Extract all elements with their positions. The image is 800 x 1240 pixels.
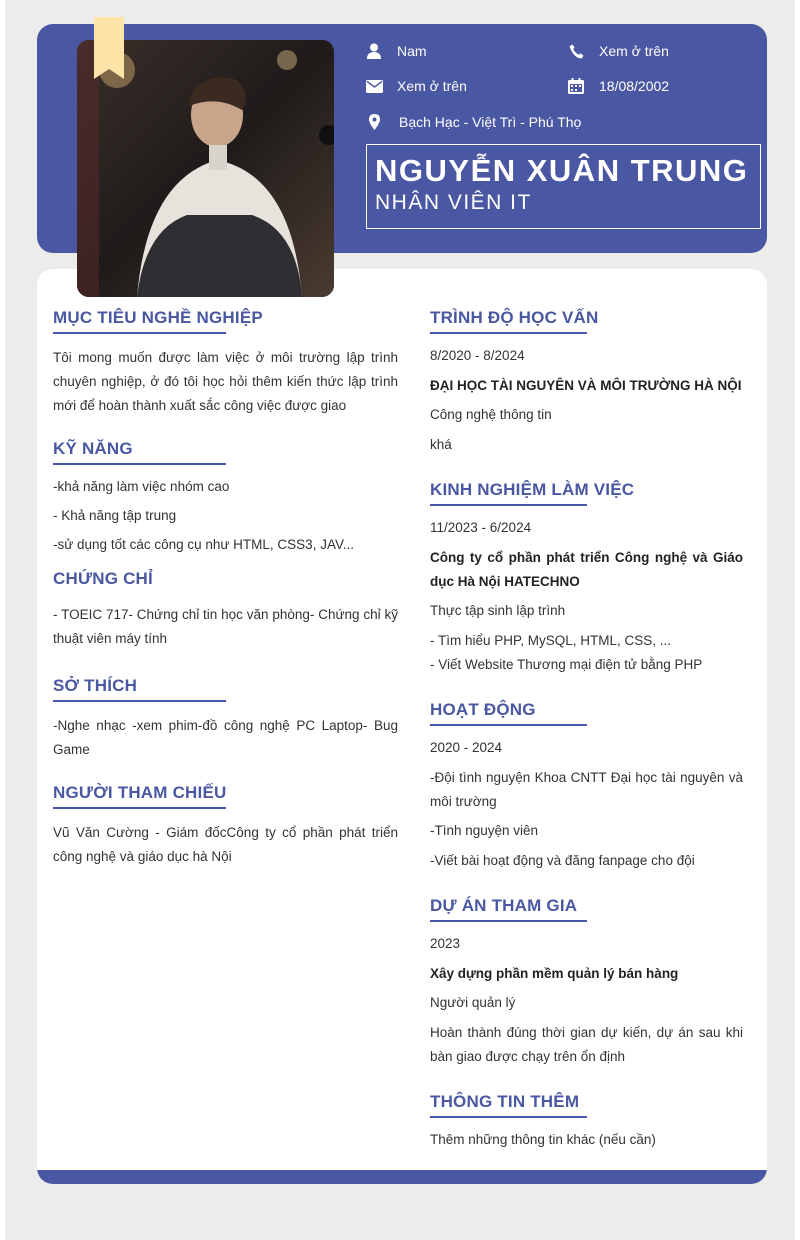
objective-heading: MỤC TIÊU NGHỀ NGHIỆP [53,308,263,327]
education-major: Công nghệ thông tin [430,407,552,422]
address-row [365,113,581,131]
map-marker-icon [365,113,383,131]
education-heading: TRÌNH ĐỘ HỌC VẤN [430,308,599,327]
section-divider [53,700,226,702]
user-icon [365,42,383,60]
project-role: Người quản lý [430,995,516,1010]
experience-heading: KINH NGHIỆM LÀM VIỆC [430,480,635,499]
birthday-value: 18/08/2002 [599,78,670,94]
activities-desc: -Viết bài hoạt động và đăng fanpage cho đội [430,853,695,868]
section-divider [430,724,587,726]
objective-text: Tôi mong muốn được làm việc ở môi trường lập trình chuyên nghiệp, ở đó tôi học hỏi thêm kiến thức lập trình mới để hoàn thành xuất sắc công việc được giao [53,350,398,413]
activities-org: -Đội tình nguyện Khoa CNTT Đại học tài nguyên và môi trường [430,770,743,809]
activities-section [430,699,743,868]
extra-text: Thêm những thông tin khác (nếu cần) [430,1132,656,1147]
section-divider [430,504,587,506]
references-section [53,782,398,869]
experience-section [430,479,743,672]
experience-role: Thực tập sinh lập trình [430,603,566,618]
certificates-text: - TOEIC 717- Chứng chỉ tin học văn phòng- Chứng chỉ kỹ thuật viên máy tính [53,607,398,646]
education-period: 8/2020 - 8/2024 [430,348,525,363]
hobbies-section [53,675,398,762]
envelope-icon [365,77,383,95]
skills-heading: KỸ NĂNG [53,439,133,458]
job-title: NHÂN VIÊN IT [375,191,532,214]
section-divider [53,463,226,465]
experience-company: Công ty cổ phần phát triển Công nghệ và Giáo dục Hà Nội HATECHNO [430,550,743,589]
skill-item: -sử dụng tốt các công cụ như HTML, CSS3, JAV... [53,537,354,552]
references-heading: NGƯỜI THAM CHIẾU [53,783,227,802]
objective-section [53,307,398,418]
address-value: Bạch Hạc - Việt Trì - Phú Thọ [399,114,582,130]
section-divider [430,920,587,922]
extra-section [430,1091,743,1147]
phone-row [567,42,669,60]
references-text: Vũ Văn Cường - Giám đốcCông ty cổ phần phát triển công nghệ và giáo dục hà Nội [53,825,398,864]
project-name: Xây dựng phần mềm quản lý bán hàng [430,966,679,981]
full-name: NGUYỄN XUÂN TRUNG [375,153,749,188]
skill-item: -khả năng làm việc nhóm cao [53,479,230,494]
projects-section [430,895,743,1064]
projects-heading: DỰ ÁN THAM GIA [430,896,578,915]
activities-role: -Tình nguyện viên [430,823,539,838]
experience-task: - Tìm hiểu PHP, MySQL, HTML, CSS, ... [430,633,672,648]
skill-item: - Khả năng tập trung [53,508,177,523]
certificates-section [53,568,398,651]
footer-bar [37,1170,767,1184]
section-divider [430,332,587,334]
hobbies-heading: SỞ THÍCH [53,676,138,695]
bookmark-ribbon [94,17,124,79]
gender-value: Nam [397,43,427,59]
gender-row [365,42,427,60]
experience-task: - Viết Website Thương mại điện tử bằng PHP [430,657,703,672]
project-year: 2023 [430,936,461,951]
birthday-row [567,77,669,95]
education-grade: khá [430,437,452,452]
resume-body [37,269,767,1184]
section-divider [53,332,226,334]
certificates-heading: CHỨNG CHỈ [53,569,153,588]
extra-heading: THÔNG TIN THÊM [430,1092,580,1111]
phone-icon [567,42,585,60]
name-box [366,144,761,229]
section-divider [430,1116,587,1118]
education-school: ĐẠI HỌC TÀI NGUYÊN VÀ MÔI TRƯỜNG HÀ NỘI [430,378,742,393]
skills-section [53,438,398,552]
hobbies-text: -Nghe nhạc -xem phim-đồ công nghệ PC Laptop- Bug Game [53,718,398,757]
education-section [430,307,743,452]
project-desc: Hoàn thành đúng thời gian dự kiến, dự án sau khi bàn giao được chạy trên ổn định [430,1025,743,1064]
activities-heading: HOẠT ĐỘNG [430,700,536,719]
phone-value: Xem ở trên [599,43,669,59]
email-row [365,77,467,95]
section-divider [53,807,226,809]
experience-period: 11/2023 - 6/2024 [430,520,532,535]
activities-period: 2020 - 2024 [430,740,503,755]
email-value: Xem ở trên [397,78,467,94]
calendar-icon [567,77,585,95]
